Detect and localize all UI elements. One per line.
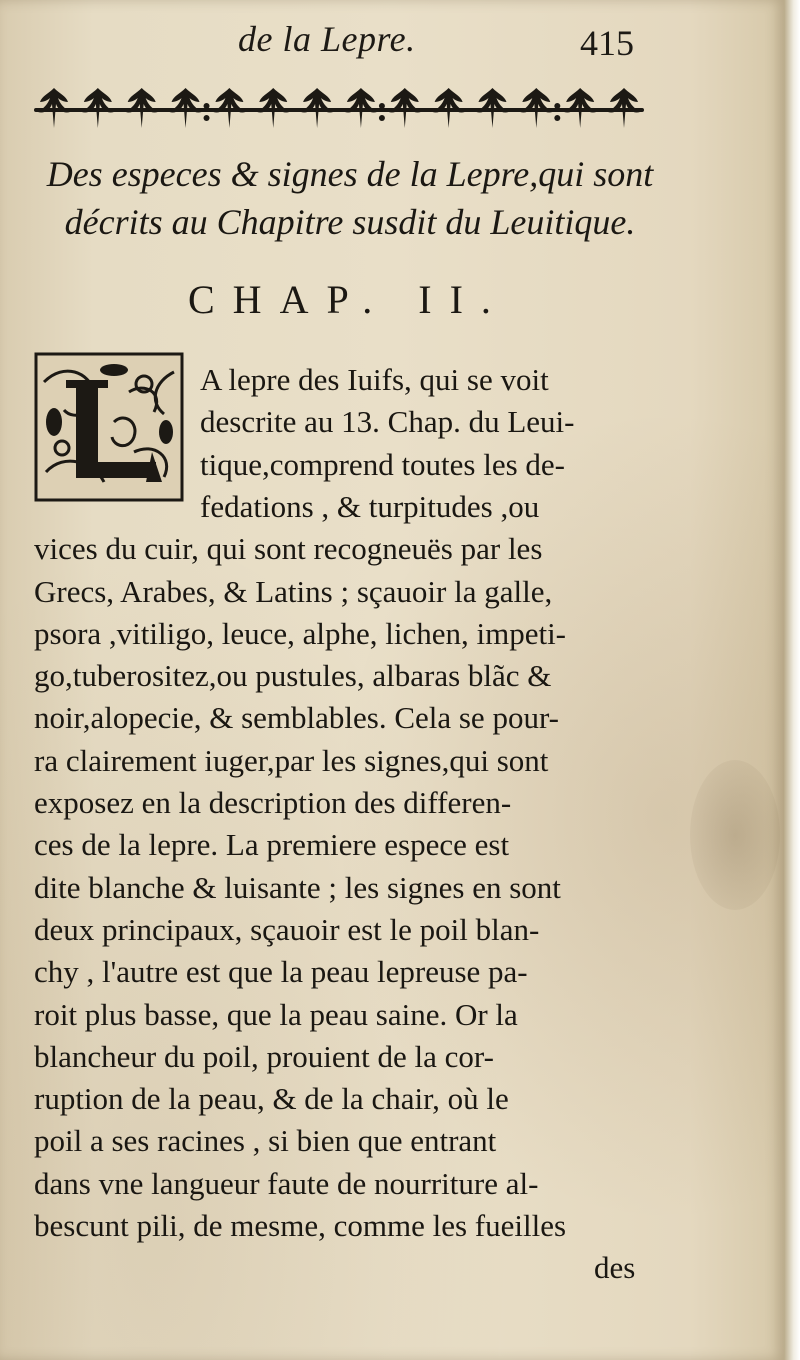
ornament-dot-icon <box>204 103 210 109</box>
chapter-title-line-1: Des especes & signes de la Lepre,qui sont <box>46 154 654 194</box>
text-line: tique,comprend toutes les de- <box>200 446 566 482</box>
text-line: psora ,vitiligo, leuce, alphe, lichen, impeti- <box>34 615 567 651</box>
text-line: roit plus basse, que la peau saine. Or la <box>34 996 518 1032</box>
text-line: ruption de la peau, & de la chair, où le <box>34 1081 509 1117</box>
text-line: exposez en la description des differen- <box>34 785 512 820</box>
text-line: ra clairement iuger,par les signes,qui sont <box>34 742 549 778</box>
text-line: go,tuberositez,ou pustules, albaras blãc & <box>34 658 552 694</box>
ornament-dot-icon <box>379 115 385 121</box>
text-line: blancheur du poil, prouient de la cor- <box>34 1038 494 1074</box>
text-line: deux principaux, sçauoir est le poil blan- <box>34 911 540 947</box>
page-number: 415 <box>580 23 634 63</box>
chapter-title-line-2: décrits au Chapitre susdit du Leuitique. <box>64 202 636 242</box>
text-line: noir,alopecie, & semblables. Cela se pour- <box>34 700 559 736</box>
page-edge <box>784 0 800 1360</box>
fleuron-band-icon <box>34 84 644 140</box>
text-line: chy , l'autre est que la peau lepreuse pa- <box>34 954 528 990</box>
ornament-dot-icon <box>379 103 385 109</box>
ornament-dot-icon <box>204 115 210 121</box>
chapter-heading: CHAP. II. <box>188 277 509 322</box>
paper-stain <box>690 760 780 910</box>
text-line: vices du cuir, qui sont recogneuës par les <box>34 531 543 567</box>
decorated-initial-L-icon <box>34 352 184 502</box>
text-line: poil a ses racines , si bien que entrant <box>34 1123 497 1159</box>
drop-cap-letter: L <box>109 442 110 443</box>
chapter-title <box>30 150 670 246</box>
running-head <box>0 16 784 66</box>
ornament-dot-icon <box>554 103 560 109</box>
text-line: A lepre des Iuifs, qui se voit <box>200 362 549 397</box>
text-line: Grecs, Arabes, & Latins ; sçauoir la galle, <box>34 573 553 609</box>
text-line: ces de la lepre. La premiere espece est <box>34 827 510 863</box>
text-line: descrite au 13. Chap. du Leui- <box>200 404 575 440</box>
text-line: bescunt pili, de mesme, comme les fueilles <box>34 1208 567 1243</box>
running-title: de la Lepre. <box>238 19 416 59</box>
text-line: des <box>594 1250 636 1286</box>
text-line: dans vne langueur faute de nourriture al- <box>34 1165 539 1201</box>
text-line: fedations , & turpitudes ,ou <box>200 488 540 524</box>
text-line: dite blanche & luisante ; les signes en sont <box>34 869 561 905</box>
ornament-dot-icon <box>554 115 560 121</box>
